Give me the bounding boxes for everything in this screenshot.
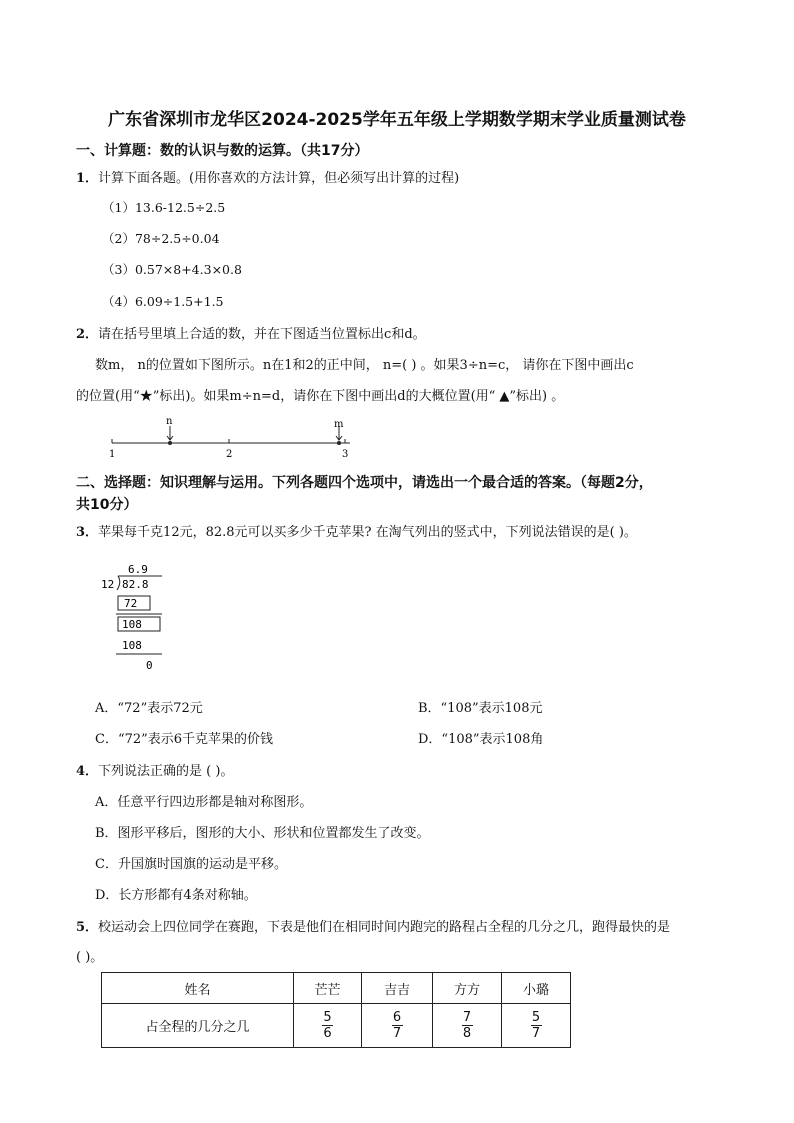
q1-item-1: （1）13.6-12.5÷2.5 [102,200,226,215]
label-3: 3 [342,449,349,460]
fraction [322,1010,333,1041]
question-number: 2． [76,327,99,342]
q4-option-a: A．任意平行四边形都是轴对称图形。 [95,795,313,810]
step3: 108 [122,639,142,652]
table-header-cell: 小璐 [502,973,571,1004]
q2-line-2: 的位置(用“★”标出)。如果m÷n=d，请你在下图中画出d的大概位置(用“ ▲”标出) 。 [76,389,565,404]
question-1 [76,167,459,186]
q4-option-b: B．图形平移后，图形的大小、形状和位置都发生了改变。 [95,826,430,841]
numerator: 5 [531,1010,541,1025]
table-row [102,1004,571,1048]
q4-option-d: D．长方形都有4条对称轴。 [95,888,257,903]
label-2: 2 [226,449,233,460]
remainder: 0 [146,659,153,672]
table-cell [433,1004,502,1048]
question-text: 苹果每千克12元，82.8元可以买多少千克苹果? 在淘气列出的竖式中，下列说法错误的是( )。 [98,525,637,540]
q3-option-c: C．“72”表示6千克苹果的价钱 [95,732,274,747]
table-cell [502,1004,571,1048]
section-2-heading: 二、选择题：知识理解与运用。下列各题四个选项中，请选出一个最合适的答案。（每题2分， [76,475,653,491]
number-line [100,414,360,460]
step1: 72 [124,597,138,610]
dividend: 82.8 [122,578,149,591]
q3-option-d: D．“108”表示108角 [418,732,544,747]
question-number: 3． [76,525,99,540]
mark-m: m [334,419,344,430]
section-2-heading-cont: 共10分） [76,497,138,513]
question-2 [76,323,426,342]
question-text: 下列说法正确的是 ( )。 [98,764,234,779]
q2-line-1: 数m， n的位置如下图所示。n在1和2的正中间， n=( ) 。如果3÷n=c， 请你在下图中画出c [95,358,634,373]
question-text: 请在括号里填上合适的数，并在下图适当位置标出c和d。 [98,327,426,342]
point-n [168,441,172,445]
table-header-cell: 芒芒 [294,973,362,1004]
q3-option-b: B．“108”表示108元 [418,701,543,716]
question-number: 5． [76,920,99,935]
step2: 108 [122,618,142,631]
numerator: 5 [323,1010,332,1025]
q1-item-3: （3）0.57×8+4.3×0.8 [102,262,242,277]
table-cell [362,1004,433,1048]
question-3 [76,521,637,540]
mark-n: n [166,416,173,427]
question-5 [76,916,670,935]
question-text: 校运动会上四位同学在赛跑，下表是他们在相同时间内跑完的路程占全程的几分之几，跑得最快的是 [98,920,671,935]
division-bracket [117,576,120,590]
table-header-cell: 姓名 [102,973,294,1004]
speed-table [101,972,571,1048]
label-1: 1 [109,449,116,460]
table-header-row [102,973,571,1004]
quotient: 6.9 [128,563,148,576]
table-header-cell: 吉吉 [362,973,433,1004]
fraction [462,1010,473,1041]
fraction [392,1010,403,1041]
q1-item-2: （2）78÷2.5÷0.04 [102,231,220,246]
table-row-label: 占全程的几分之几 [102,1004,294,1048]
long-division [96,559,176,674]
point-m [337,441,341,445]
section-1-heading: 一、计算题：数的认识与数的运算。（共17分） [76,143,369,159]
denominator: 7 [392,1026,402,1041]
denominator: 8 [462,1026,472,1041]
question-number: 4． [76,764,99,779]
table-header-cell: 方方 [433,973,502,1004]
table-cell [294,1004,362,1048]
fraction [531,1010,542,1041]
q1-item-4: （4）6.09÷1.5+1.5 [102,294,224,309]
question-4 [76,760,233,779]
denominator: 7 [531,1026,541,1041]
numerator: 6 [392,1010,402,1025]
page-title: 广东省深圳市龙华区2024-2025学年五年级上学期数学期末学业质量测试卷 [108,110,686,130]
question-number: 1． [76,171,99,186]
denominator: 6 [323,1026,332,1041]
numerator: 7 [462,1010,472,1025]
q3-option-a: A．“72”表示72元 [95,701,203,716]
question-text: 计算下面各题。(用你喜欢的方法计算，但必须写出计算的过程) [98,171,460,186]
divisor: 12 [101,578,115,591]
q4-option-c: C．升国旗时国旗的运动是平移。 [95,857,287,872]
question-5-cont: ( )。 [76,950,104,965]
